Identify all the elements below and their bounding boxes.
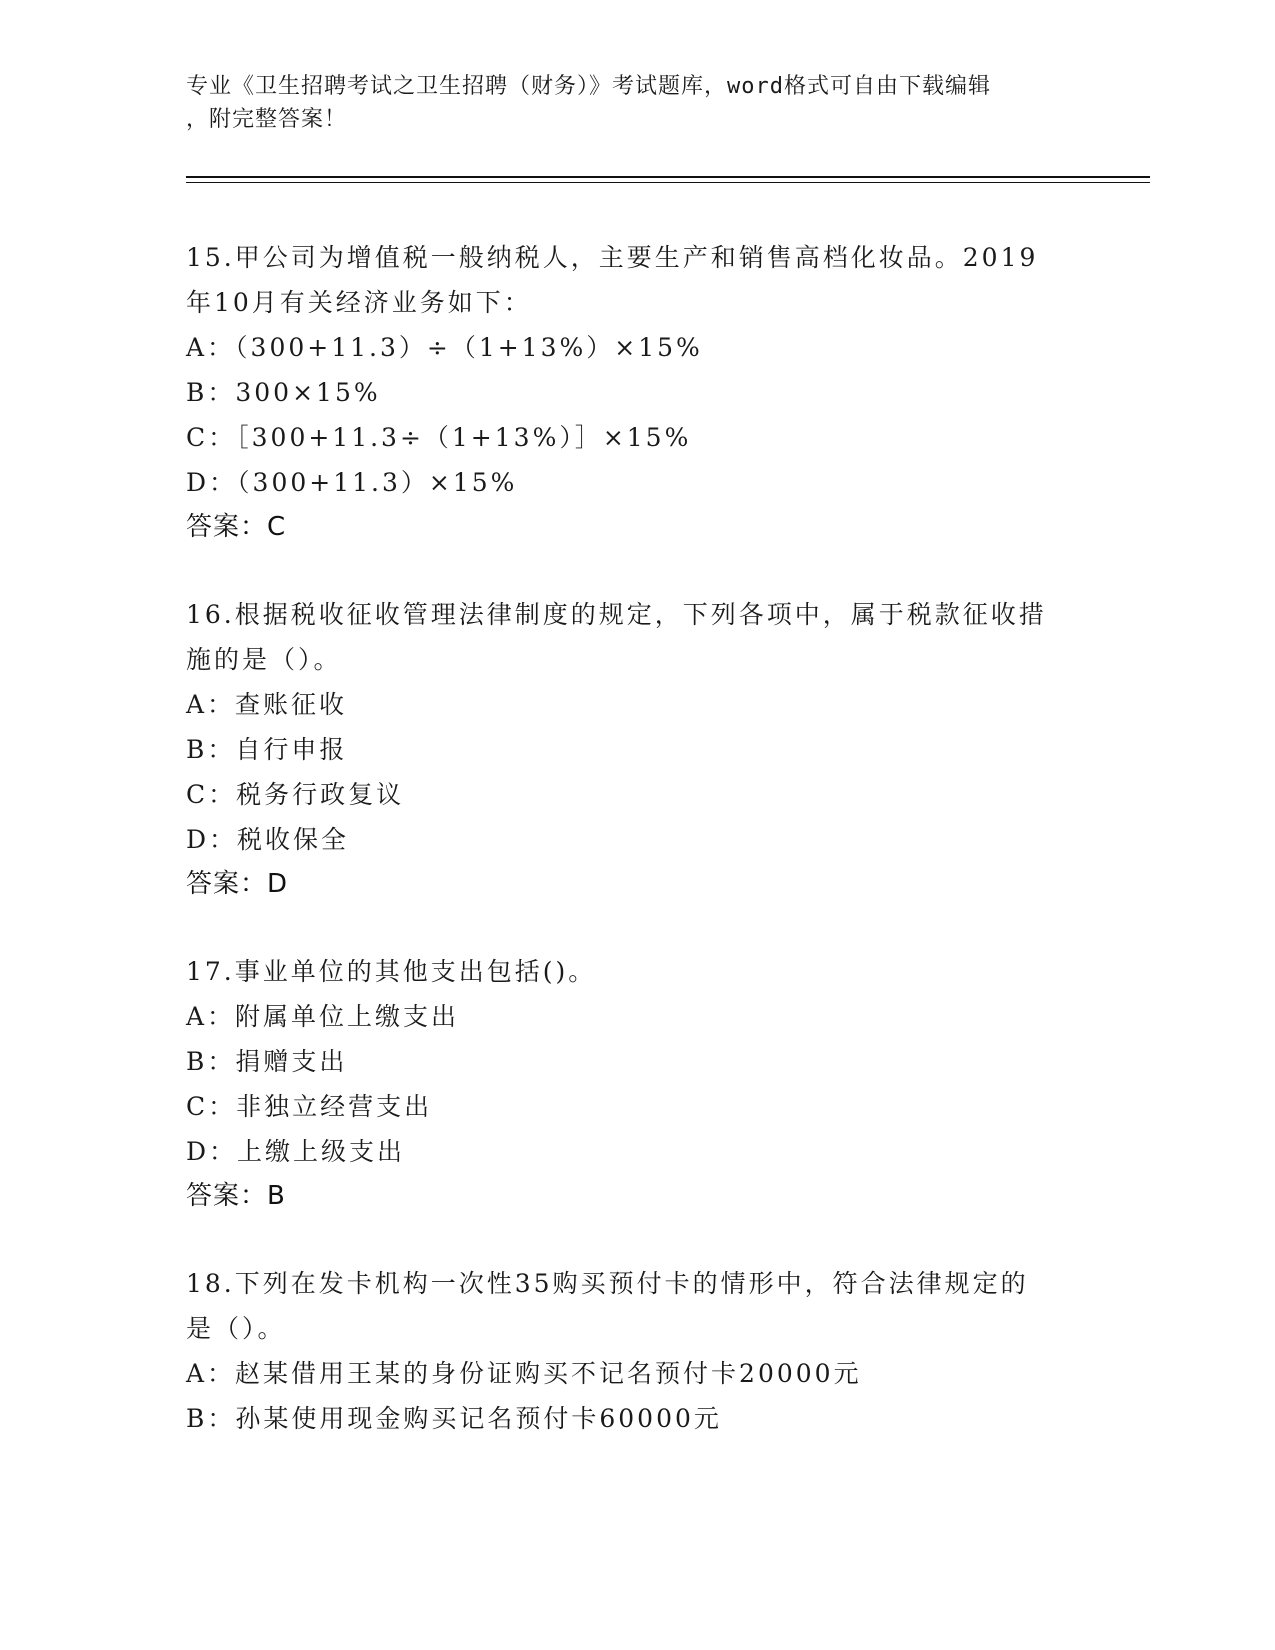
question-15	[186, 235, 1086, 550]
option-b: B：300×15%	[186, 378, 381, 407]
question-text-line: 施的是（）。	[186, 645, 342, 674]
option-a: A：（300+11.3）÷（1+13%）×15%	[186, 333, 703, 362]
question-16	[186, 592, 1086, 907]
option-c: C：［300+11.3÷（1+13%）］×15%	[186, 423, 692, 452]
option-c: C：税务行政复议	[186, 780, 405, 809]
option-a: A：附属单位上缴支出	[186, 1002, 460, 1031]
header-line-2: ，附完整答案！	[186, 107, 348, 132]
option-d: D：（300+11.3）×15%	[186, 468, 518, 497]
option-b: B：自行申报	[186, 735, 348, 764]
question-text-line: 年10月有关经济业务如下：	[186, 288, 532, 317]
question-text-line: 18.下列在发卡机构一次性35购买预付卡的情形中，符合法律规定的	[186, 1269, 1029, 1298]
question-list	[186, 235, 1086, 1483]
option-b: B：捐赠支出	[186, 1047, 348, 1076]
question-text-line: 17.事业单位的其他支出包括()。	[186, 957, 597, 986]
option-a: A：查账征收	[186, 690, 348, 719]
question-text-line: 16.根据税收征收管理法律制度的规定，下列各项中，属于税款征收措	[186, 600, 1047, 629]
header-divider-thin	[186, 182, 1150, 183]
answer: 答案：B	[186, 1181, 286, 1211]
question-text-line: 15.甲公司为增值税一般纳税人，主要生产和销售高档化妆品。2019	[186, 243, 1039, 272]
option-d: D：税收保全	[186, 825, 350, 854]
option-c: C：非独立经营支出	[186, 1092, 433, 1121]
question-17	[186, 949, 1086, 1219]
document-header	[186, 70, 1066, 136]
header-line-1: 专业《卫生招聘考试之卫生招聘（财务）》考试题库，word格式可自由下载编辑	[186, 74, 991, 99]
question-text-line: 是（）。	[186, 1314, 286, 1343]
answer: 答案：D	[186, 869, 289, 899]
header-divider-thick	[186, 176, 1150, 178]
option-b: B：孙某使用现金购买记名预付卡60000元	[186, 1404, 722, 1433]
option-d: D：上缴上级支出	[186, 1137, 406, 1166]
question-18	[186, 1261, 1086, 1441]
option-a: A：赵某借用王某的身份证购买不记名预付卡20000元	[186, 1359, 862, 1388]
answer: 答案：C	[186, 512, 287, 542]
